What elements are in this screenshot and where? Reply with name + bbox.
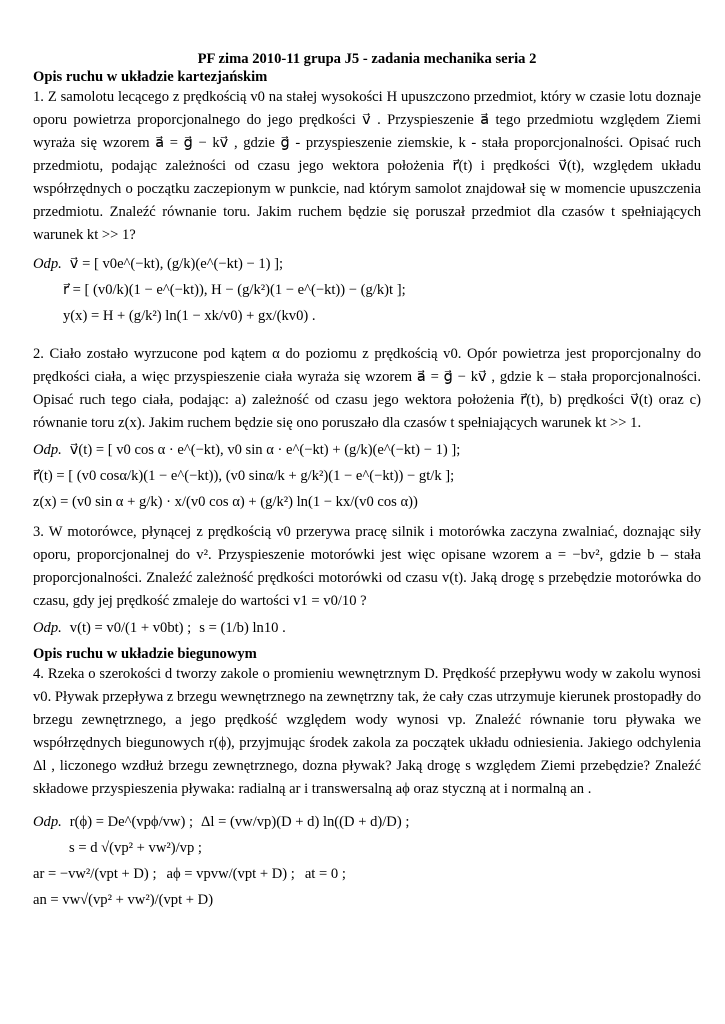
page-title: PF zima 2010-11 grupa J5 - zadania mechanika seria 2 xyxy=(197,51,537,67)
answer-deviation-formula: Δl = (vw/vp)(D + d) ln((D + d)/D) ; xyxy=(201,814,410,830)
answer-velocity-formula: v⃗ = [ v0e^(−kt), (g/k)(e^(−kt) − 1) ]; xyxy=(69,256,284,272)
answer-label: Odp. xyxy=(33,256,62,272)
answer-trajectory-formula: y(x) = H + (g/k²) ln(1 − xk/v0) + gx/(kv0) . xyxy=(63,308,316,324)
problem-4-text: 4. Rzeka o szerokości d tworzy zakole o promieniu wewnętrznym D. Prędkość przepływu wody w zakolu wynosi v0. Pływak przepływa z brzegu wewnętrznego na zewnętrzny tak, że cały czas utrzymuje kierunek prostopadły do brzegu zewnętrznego, a jego prędkość względem wody wynosi vp. Znaleźć równanie toru pływaka we współrzędnych biegunowych r(ϕ), przyjmując środek zakola za początek układu odniesienia. Jakiego odchylenia Δl , liczonego wzdłuż brzegu zewnętrznego, dozna pływak? Jaką drogę s względem Ziemi przebędzie? Znaleźć składowe przyspieszenia pływaka: radialną ar i transwersalną aϕ oraz styczną at i normalną an . xyxy=(33,666,701,797)
problem-1-answer xyxy=(33,253,701,275)
problem-3-text: 3. W motorówce, płynącej z prędkością v0 przerywa pracę silnik i motorówka zaczyna zwalniać, doznając siły oporu, proporcjonalnej do v². Przyspieszenie motorówki jest więc opisane wzorem a = −bv², gdzie b – stała proporcjonalności. Znaleźć zależność prędkości motorówki od czasu v(t). Jaką drogę s przebędzie motorówka do czasu, gdy jej prędkość zmaleje do wartości v1 = v0/10 ? xyxy=(33,524,701,609)
section-heading-polar: Opis ruchu w układzie biegunowym xyxy=(33,646,257,662)
answer-position-formula: r⃗(t) = [ (v0 cosα/k)(1 − e^(−kt)), (v0 sinα/k + g/k²)(1 − e^(−kt)) − gt/k ]; xyxy=(33,468,455,484)
problem-4-answer xyxy=(33,811,701,833)
problem-2-text: 2. Ciało zostało wyrzucone pod kątem α do poziomu z prędkością v0. Opór powietrza jest proporcjonalny do prędkości ciała, a więc przyspieszenie ciała wyraża się wzorem a⃗ = g⃗ − kv⃗ , gdzie k – stała proporcjonalności. Opisać ruch tego ciała, podając: a) zależność od czasu jego wektora położenia r⃗(t), b) prędkości v⃗(t) oraz c) równanie toru z(x). Jakim ruchem będzie się ono poruszało dla czasów t spełniających warunek kt >> 1. xyxy=(33,346,701,431)
problem-2-answer-3 xyxy=(33,491,701,513)
answer-normal-acceleration: an = vw√(vp² + vw²)/(vpt + D) xyxy=(33,892,214,908)
answer-label: Odp. xyxy=(33,442,62,458)
answer-tangential-acceleration: at = 0 ; xyxy=(304,866,346,882)
problem-1-text: 1. Z samolotu lecącego z prędkością v0 na stałej wysokości H upuszczono przedmiot, który w czasie lotu doznaje oporu powietrza proporcjonalnego do jego prędkości v⃗ . Przyspieszenie a⃗ tego przedmiotu względem Ziemi wyraża się wzorem a⃗ = g⃗ − kv⃗ , gdzie g⃗ - przyspieszenie ziemskie, k - stała proporcjonalności. Opisać ruch przedmiotu, podając zależności od czasu jego wektora położenia r⃗(t) i prędkości v⃗(t), względem układu współrzędnych o początku zaczepionym w punkcie, nad którym samolot znajdował się w momencie upuszczenia przedmiotu. Znaleźć równanie toru. Jakim ruchem będzie się poruszał przedmiot dla czasów t spełniających warunek kt >> 1? xyxy=(33,89,701,243)
document-page xyxy=(33,50,701,915)
problem-1-answer-2 xyxy=(33,279,701,301)
answer-radial-acceleration: ar = −vw²/(vpt + D) ; xyxy=(33,866,157,882)
problem-4-answer-3 xyxy=(33,863,701,885)
section-heading-cartesian: Opis ruchu w układzie kartezjańskim xyxy=(33,69,268,85)
answer-trajectory-formula: z(x) = (v0 sin α + g/k) · x/(v0 cos α) + (g/k²) ln(1 − kx/(v0 cos α)) xyxy=(33,494,418,510)
problem-2-answer xyxy=(33,439,701,461)
answer-position-formula: r⃗ = [ (v0/k)(1 − e^(−kt)), H − (g/k²)(1 − e^(−kt)) − (g/k)t ]; xyxy=(63,282,406,298)
answer-distance-formula: s = (1/b) ln10 . xyxy=(199,620,286,636)
answer-label: Odp. xyxy=(33,620,62,636)
answer-trajectory-formula: r(ϕ) = De^(vpϕ/vw) ; xyxy=(69,814,194,830)
problem-2-answer-2 xyxy=(33,465,701,487)
answer-velocity-formula: v(t) = v0/(1 + v0bt) ; xyxy=(69,620,192,636)
problem-3-answer xyxy=(33,617,701,639)
problem-4-answer-2 xyxy=(33,837,701,859)
answer-label: Odp. xyxy=(33,814,62,830)
answer-distance-formula: s = d √(vp² + vw²)/vp ; xyxy=(69,840,202,856)
answer-transverse-acceleration: aϕ = vpvw/(vpt + D) ; xyxy=(166,866,295,882)
answer-velocity-formula: v⃗(t) = [ v0 cos α · e^(−kt), v0 sin α · e^(−kt) + (g/k)(e^(−kt) − 1) ]; xyxy=(69,442,461,458)
problem-4-answer-4 xyxy=(33,889,701,911)
problem-1-answer-3 xyxy=(33,305,701,327)
